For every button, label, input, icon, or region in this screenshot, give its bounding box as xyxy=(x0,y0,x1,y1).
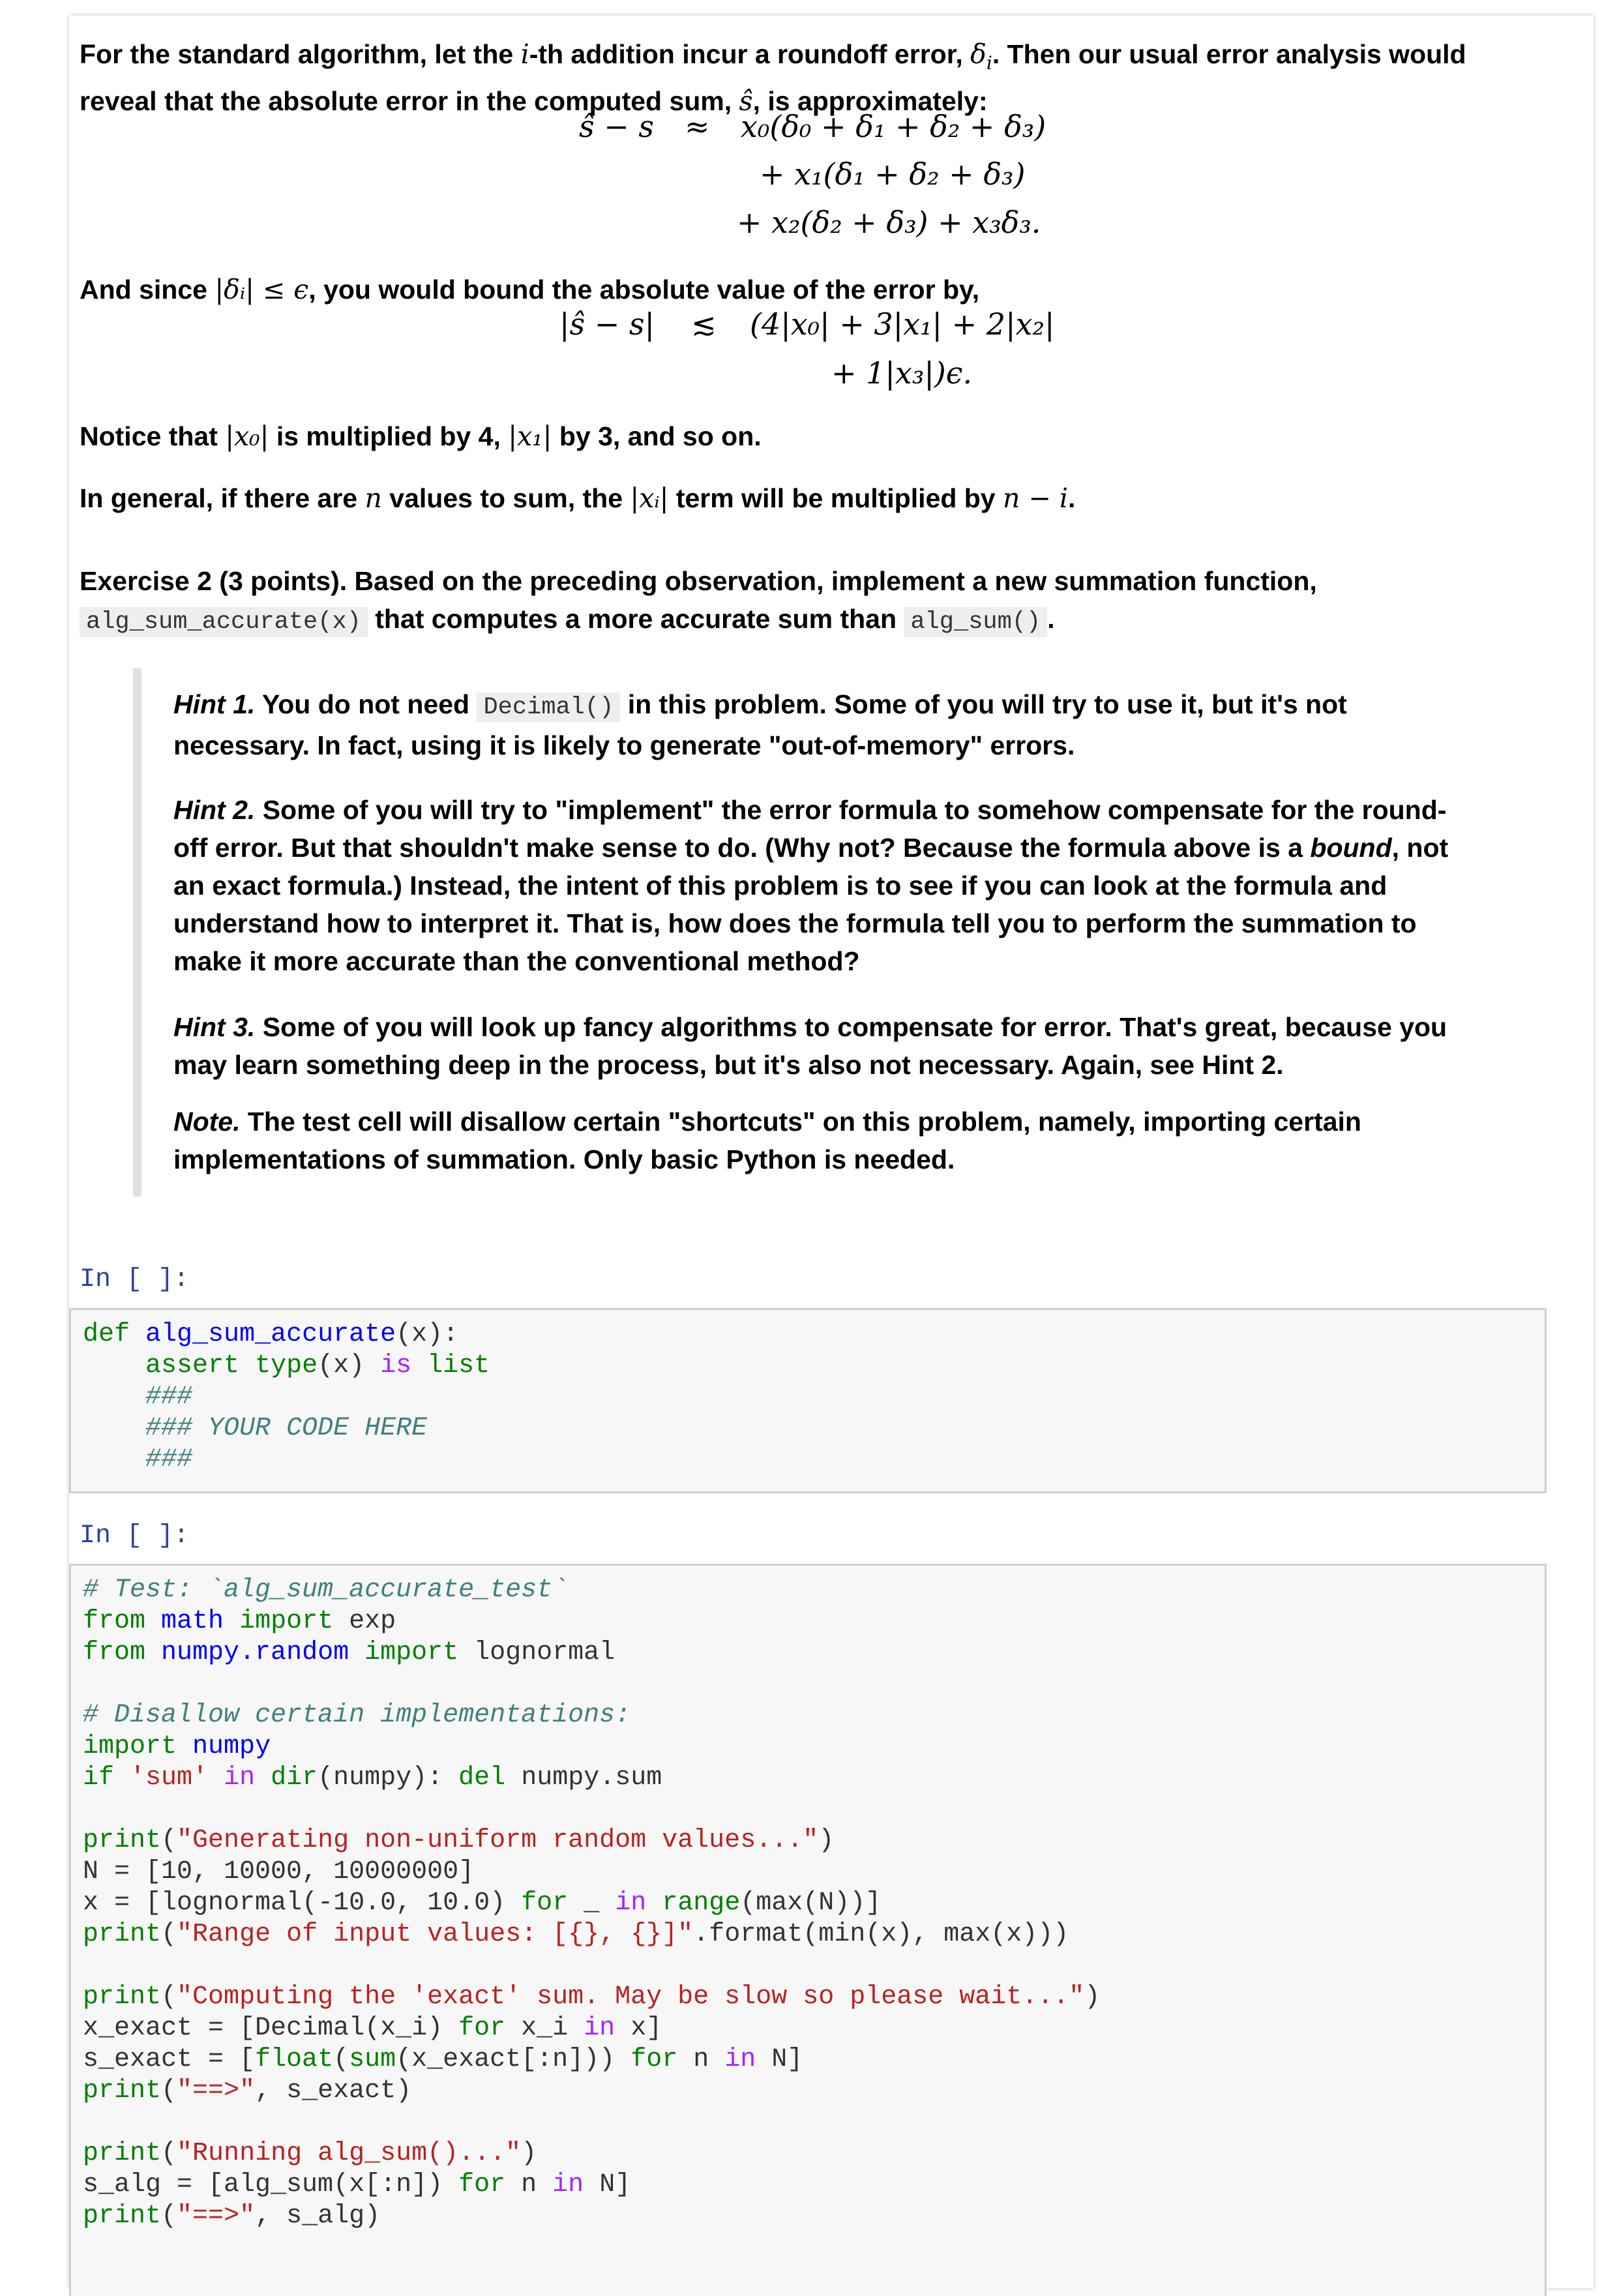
inline-code-alg-sum: alg_sum() xyxy=(904,607,1047,637)
intro-paragraph xyxy=(80,35,1547,120)
general-sentence: In general, if there are n values to sum, the |xᵢ| term will be multiplied by n − i. xyxy=(80,483,1076,514)
intro-line-1: For the standard algorithm, let the i-th addition incur a roundoff error, $\delta_i$. Then our usual error analysis would xyxy=(80,38,1466,74)
hint-2: Hint 2. Some of you will try to "implement" the error formula to somehow compensate for the round-off error. But that shouldn't make sense to do. (Why not? Because the formula above is a bound, not an exact formula.) Instead, the intent of this problem is to see if you can look at the formula and understand how to interpret it. That is, how does the formula tell you to perform the summation to make it more accurate than the conventional method? xyxy=(173,795,1449,976)
eq2-relation: ≲ xyxy=(691,306,717,342)
inline-code-alg-sum-accurate: alg_sum_accurate(x) xyxy=(80,607,368,637)
eq2-lhs: |ŝ − s| xyxy=(559,306,655,342)
inline-code-decimal: Decimal() xyxy=(477,693,620,723)
eq1-row-2: + x₁(δ₁ + δ₂ + δ₃) xyxy=(760,157,1026,192)
eq1-relation: ≈ xyxy=(685,109,710,144)
code-cell-1[interactable] xyxy=(69,1308,1547,1493)
notice-sentence: Notice that |x₀| is multiplied by 4, |x₁| by 3, and so on. xyxy=(80,421,762,452)
hint-1: Hint 1. You do not need Decimal() in this problem. Some of you will try to use it, but it's not necessary. In fact, using it is likely to generate "out-of-memory" errors. xyxy=(173,689,1347,760)
blockquote-bar xyxy=(133,668,141,1197)
note: Note. The test cell will disallow certain "shortcuts" on this problem, namely, importing certain implementations of summation. Only basic Python is needed. xyxy=(173,1107,1361,1174)
cell-1-prompt: In [ ]: xyxy=(80,1265,190,1294)
eq1-lhs: ŝ − s xyxy=(579,109,654,144)
eq1-row-3: + x₂(δ₂ + δ₃) + x₃δ₃. xyxy=(737,205,1041,240)
hint-3: Hint 3. Some of you will look up fancy algorithms to compensate for error. That's great, because you may learn something deep in the process, but it's also not necessary. Again, see Hint 2. xyxy=(173,1012,1447,1080)
bound-sentence: And since |δᵢ| ≤ ϵ, you would bound the absolute value of the error by, xyxy=(80,274,980,305)
code-cell-2-source[interactable]: # Test: `alg_sum_accurate_test` from math import exp from numpy.random import lognormal # Disallow certain implementations: import numpy if 'sum' in dir(numpy): del numpy.sum print("Generating non-uniform random values...") N = [10, 10000, 10000000] x = [lognormal(-10.0, 10.0) for _ in range(max(N))] print("Range of input values: [{}, {}]".format(min(x), max(x))) print("Computing the 'exact' sum. May be slow so please wait...") x_exact = [Decimal(x_i) for x_i in x] s_exact = [float(sum(x_exact[:n])) for n in N] print("==>", s_exact) print("Running alg_sum()...") s_alg = [alg_sum(x[:n]) for n in N] print("==>", s_alg) xyxy=(83,1575,1101,2231)
eq2-row-2: + 1|x₃|)ϵ. xyxy=(831,355,973,391)
exercise-description: Exercise 2 (3 points). Based on the preceding observation, implement a new summation function, alg_sum_accurate(x) that computes a more accurate sum than alg_sum() . xyxy=(80,566,1317,636)
code-cell-2[interactable] xyxy=(69,1564,1547,2296)
eq1-row-1: x₀(δ₀ + δ₁ + δ₂ + δ₃) xyxy=(741,109,1046,144)
exercise-title: Exercise 2 xyxy=(80,566,212,596)
intro-line-2: reveal that the absolute error in the computed sum, ŝ, is approximately: xyxy=(80,85,988,117)
code-cell-1-source[interactable]: def alg_sum_accurate(x): assert type(x) is list ### ### YOUR CODE HERE ### xyxy=(83,1320,490,1474)
cell-2-prompt: In [ ]: xyxy=(80,1521,190,1551)
eq2-row-1: (4|x₀| + 3|x₁| + 2|x₂| xyxy=(750,306,1055,342)
